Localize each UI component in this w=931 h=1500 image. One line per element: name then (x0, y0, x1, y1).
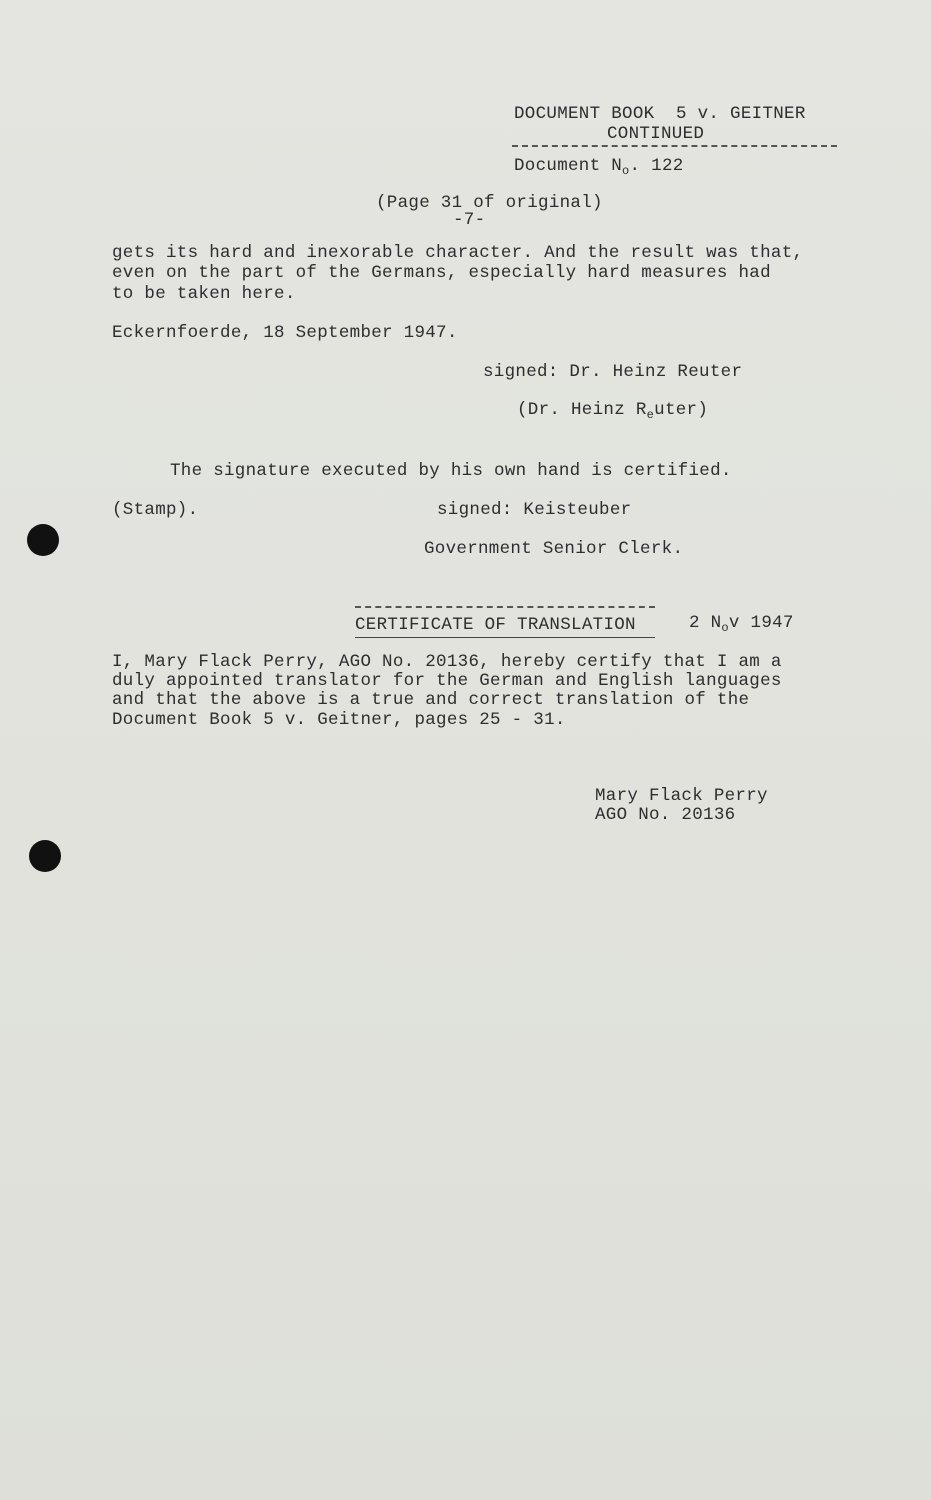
body-line-2: even on the part of the Germans, especially hard measures had (112, 263, 771, 283)
certification-statement: The signature executed by his own hand is certified. (170, 461, 732, 481)
certificate-underline (355, 637, 655, 638)
certificate-line-2: duly appointed translator for the German and English languages (112, 671, 782, 691)
header-line-1: DOCUMENT BOOK 5 v. GEITNER (514, 104, 806, 124)
page-number: -7- (453, 210, 486, 230)
stamp-label: (Stamp). (112, 500, 199, 520)
body-line-1: gets its hard and inexorable character. And the result was that, (112, 243, 804, 263)
body-line-3: to be taken here. (112, 284, 296, 304)
certificate-line-4: Document Book 5 v. Geitner, pages 25 - 31. (112, 710, 566, 730)
document-number: Document $N_o$. 122 (514, 156, 684, 178)
punch-hole-bottom (29, 840, 61, 872)
place-date: Eckernfoerde, 18 September 1947. (112, 323, 458, 343)
certificate-date: 2 $N_ov$ 1947 (689, 613, 794, 635)
header-line-2: CONTINUED (607, 124, 705, 144)
page-reference: (Page 31 of original) (376, 193, 603, 213)
header-dashed-rule (512, 145, 837, 147)
certificate-heading: CERTIFICATE OF TRANSLATION (355, 615, 636, 635)
signed-reuter: signed: Dr. Heinz Reuter (483, 362, 743, 382)
clerk-title: Government Senior Clerk. (424, 539, 684, 559)
translator-ago: AGO No. 20136 (595, 805, 736, 825)
signed-keisteuber: signed: Keisteuber (437, 500, 632, 520)
certificate-line-3: and that the above is a true and correct translation of the (112, 690, 750, 710)
certificate-top-rule (355, 606, 655, 608)
reuter-name: (Dr. Heinz $R_euter$) (517, 400, 709, 422)
punch-hole-top (27, 524, 59, 556)
certificate-line-1: I, Mary Flack Perry, AGO No. 20136, hereby certify that I am a (112, 652, 782, 672)
translator-name: Mary Flack Perry (595, 786, 768, 806)
